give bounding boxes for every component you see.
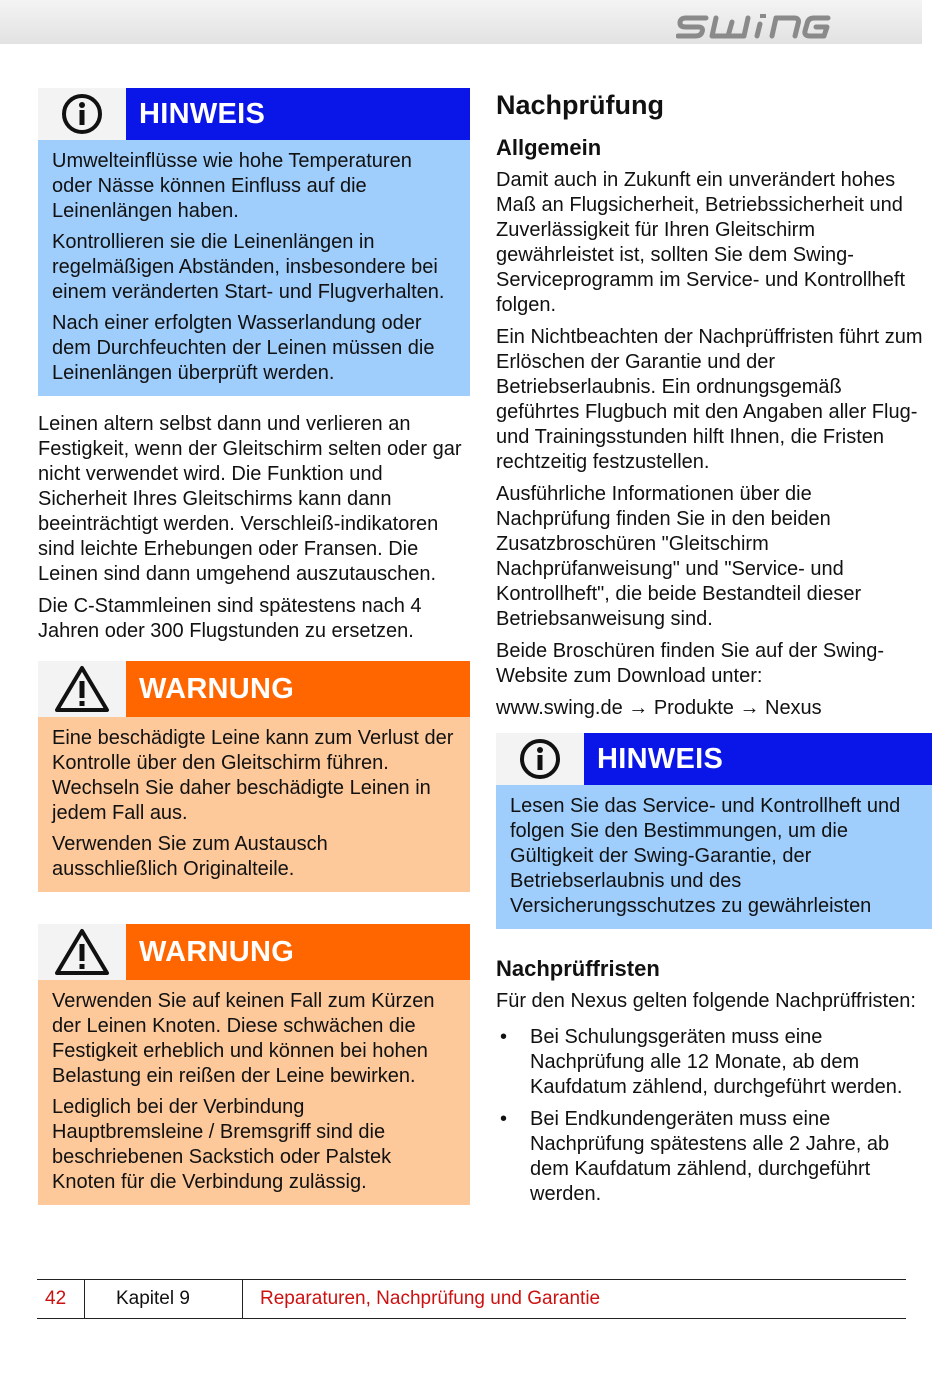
warnung-box-2 [38, 924, 470, 1205]
info-icon [38, 88, 126, 140]
warnung-paragraph: Lediglich bei der Verbindung Hauptbremsleine / Bremsgriff sind die beschriebenen Sackstich oder Palstek Knoten für die Verbindung zulässig. [52, 1096, 392, 1193]
hinweis-title: HINWEIS [584, 733, 932, 785]
hinweis-paragraph: Lesen Sie das Service- und Kontrollheft und folgen Sie den Bestimmungen, um die Gültigkeit der Swing-Garantie, der Betriebserlaubnis und des Versicherungsschutzes zu gewährleisten [510, 795, 901, 917]
warnung-body [38, 717, 470, 892]
body-paragraph: Ein Nichtbeachten der Nachprüffristen führt zum Erlöschen der Garantie und der Betriebserlaubnis. Ein ordnungsgemäß geführtes Flugbuch mit den Angaben aller Flug- und Trainingsstunden hilft Ihnen, die Fristen rechtzeitig festzustellen. [496, 326, 923, 473]
body-paragraph: Für den Nexus gelten folgende Nachprüffristen: [496, 990, 916, 1012]
chapter-title: Reparaturen, Nachprüfung und Garantie [260, 1288, 601, 1309]
hinweis-box-2 [496, 733, 932, 929]
bullet-icon: • [500, 1108, 508, 1130]
warnung-paragraph: Verwenden Sie auf keinen Fall zum Kürzen der Leinen Knoten. Diese schwächen die Festigkeit erheblich und können bei hohen Belastung ein reißen der Leine bewirken. [52, 990, 435, 1087]
body-paragraph: Beide Broschüren finden Sie auf der Swing-Website zum Download unter: [496, 640, 885, 687]
list-item-text: Bei Endkundengeräten muss eine Nachprüfung spätestens alle 2 Jahre, ab dem Kaufdatum zählend, durchgeführt werden. [530, 1108, 890, 1205]
warning-triangle-icon [38, 661, 126, 717]
hinweis-title: HINWEIS [126, 88, 470, 140]
hinweis-paragraph: Umwelteinflüsse wie hohe Temperaturen oder Nässe können Einfluss auf die Leinenlängen haben. [52, 150, 412, 222]
right-column [496, 88, 928, 1214]
warnung-paragraph: Eine beschädigte Leine kann zum Verlust der Kontrolle über den Gleitschirm führen. Wechseln Sie daher beschädigte Leinen in jedem Fall aus. [52, 727, 454, 824]
body-paragraph: Damit auch in Zukunft ein unverändert hohes Maß an Flugsicherheit, Betriebssicherheit und Zuverlässigkeit für Ihren Gleitschirm gewährleistet ist, sollten Sie dem Swing-Serviceprogramm im Service- und Kontrollheft folgen. [496, 169, 906, 316]
body-paragraph: Die C-Stammleinen sind spätestens nach 4 Jahren oder 300 Flugstunden zu ersetzen. [38, 595, 422, 642]
warnung-paragraph: Verwenden Sie zum Austausch ausschließlich Originalteile. [52, 833, 328, 880]
warning-triangle-icon [38, 924, 126, 980]
hinweis-body [496, 785, 932, 929]
list-item [496, 1025, 928, 1100]
swing-logo [676, 10, 874, 42]
hinweis-box-1 [38, 88, 470, 396]
list-item-text: Bei Schulungsgeräten muss eine Nachprüfung alle 12 Monate, ab dem Kaufdatum zählend, durchgeführt werden. [530, 1026, 903, 1098]
warnung-title: WARNUNG [126, 661, 470, 717]
bullet-list [496, 1025, 928, 1207]
hinweis-paragraph: Nach einer erfolgten Wasserlandung oder dem Durchfeuchten der Leinen müssen die Leinenlängen überprüft werden. [52, 312, 435, 384]
hinweis-body [38, 140, 470, 396]
hinweis-paragraph: Kontrollieren sie die Leinenlängen in regelmäßigen Abständen, insbesondere bei einem veränderten Start- und Flugverhalten. [52, 231, 445, 303]
list-item [496, 1107, 928, 1207]
section-heading: Nachprüfung [496, 90, 664, 120]
body-paragraph: Leinen altern selbst dann und verlieren an Festigkeit, wenn der Gleitschirm selten oder gar nicht verwendet wird. Die Funktion und Sicherheit Ihres Gleitschirms kann dann beeinträchtigt werden. Verschleiß-indikatoren sind leichte Erhebungen oder Fransen. Die Leinen sind dann umgehend auszutauschen. [38, 413, 462, 585]
page-number: 42 [37, 1280, 85, 1318]
info-icon [496, 733, 584, 785]
warnung-box-1 [38, 661, 470, 892]
bullet-icon: • [500, 1026, 508, 1048]
website-link-path: www.swing.de → Produkte → Nexus [496, 697, 822, 719]
body-paragraph: Ausführliche Informationen über die Nachprüfung finden Sie in den beiden Zusatzbroschüren "Gleitschirm Nachprüfanweisung" und "Service- und Kontrollheft", die beide Bestandteil dieser Betriebsanweisung sind. [496, 483, 862, 630]
subsection-heading: Nachprüffristen [496, 956, 660, 981]
chapter-label: Kapitel 9 [85, 1280, 243, 1318]
page-footer [37, 1279, 906, 1319]
warnung-body [38, 980, 470, 1205]
left-column [38, 88, 470, 1205]
warnung-title: WARNUNG [126, 924, 470, 980]
subsection-heading: Allgemein [496, 135, 602, 160]
